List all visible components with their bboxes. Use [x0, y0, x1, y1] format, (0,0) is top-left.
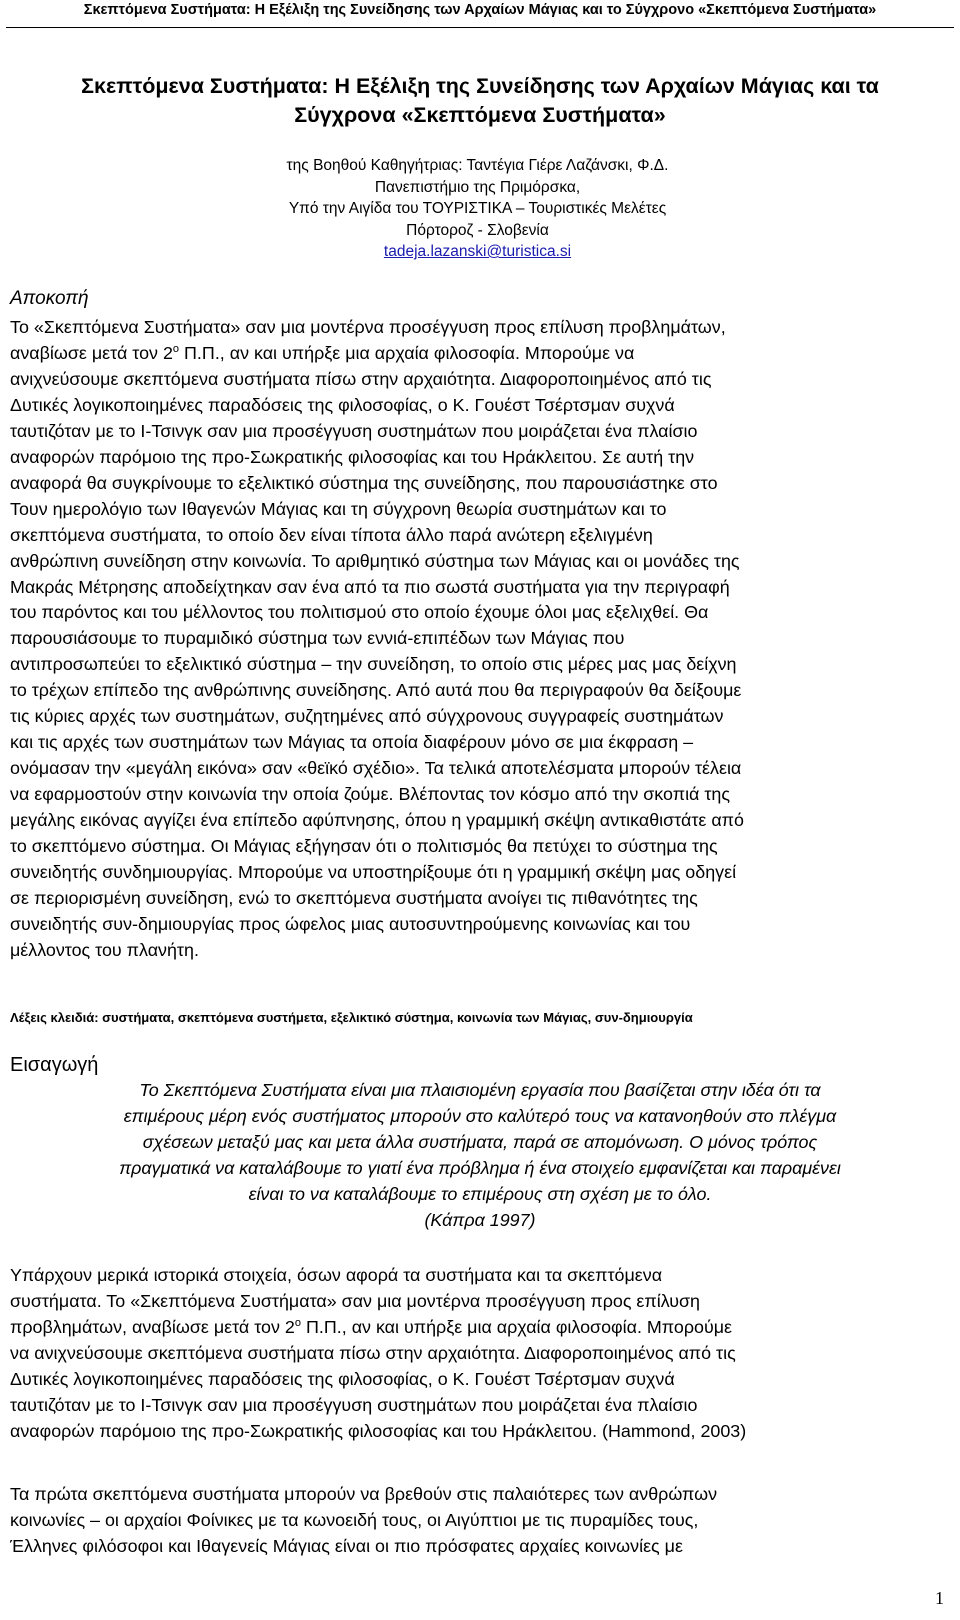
abstract-line: και τις αρχές των συστημάτων των Μάγιας τα οποία διαφέρουν μόνο σε μια έκφραση – [10, 732, 694, 753]
paragraph-line: Τα πρώτα σκεπτόμενα συστήματα μπορούν να βρεθούν στις παλαιότερες των ανθρώπων [10, 1484, 718, 1504]
abstract-line: αντιπροσωπεύει το εξελικτικό σύστημα – την συνείδηση, το οποίο στις μέρες μας μας δείχνη [10, 654, 737, 675]
paragraph-line: προβλημάτων, αναβίωσε μετά τον $2^o$ Π.Π., αν και υπήρξε μια αρχαία φιλοσοφία. Μπορούμε [10, 1316, 733, 1337]
paragraph-line: Έλληνες φιλόσοφοι και Ιθαγενείς Μάγιας είναι οι πιο πρόσφατες αρχαίες κοινωνίες με [10, 1535, 683, 1556]
abstract-line: του παρόντος και του μέλλοντος του πολιτισμού στο οποίο έχουμε όλοι μας εξελιχθεί. Θα [10, 602, 709, 623]
superscript: ο [294, 1316, 301, 1329]
author-block [230, 155, 725, 263]
email-link[interactable]: tadeja.lazanski@turistica.si [383, 243, 572, 260]
abstract-line: αναφορά θα συγκρίνουμε το εξελικτικό σύστημα της συνείδησης, που παρουσιάστηκε στο [10, 472, 718, 493]
paper-title [10, 72, 950, 130]
intro-paragraph-2 [10, 1482, 955, 1560]
abstract-line: το τρέχων επίπεδο της ανθρώπινης συνείδησης. Από αυτά που θα περιγραφούν θα δείξουμε [10, 680, 742, 701]
quote-line: είναι το να καταλάβουμε το επιμέρους στη σχέση με το όλο. [248, 1183, 712, 1204]
abstract-line: τις κύριες αρχές των συστημάτων, συζητημένες από σύγχρονους συγγραφείς συστημάτων [10, 706, 724, 727]
running-header: Σκεπτόμενα Συστήματα: Η Εξέλιξη της Συνείδησης των Αρχαίων Μάγιας και το Σύγχρονο «Σκεπτόμενα Συστήματα» [83, 2, 877, 18]
paragraph-line: συστήματα. Το «Σκεπτόμενα Συστήματα» σαν μια μοντέρνα προσέγγυση προς επίλυση [10, 1290, 701, 1311]
abstract-line: παρουσιάσουμε το πυραμιδικό σύστημα των εννιά-επιπέδων των Μάγιας που [10, 628, 625, 649]
abstract-line: Δυτικές λογικοποιημένες παραδόσεις της φιλοσοφίας, ο Κ. Γουέστ Τσέρτσμαν συχνά [10, 394, 675, 415]
paragraph-line: Υπάρχουν μερικά ιστορικά στοιχεία, όσων αφορά τα συστήματα και τα σκεπτόμενα [10, 1265, 663, 1285]
abstract-line: Μακράς Μέτρησης αποδείχτηκαν σαν ένα από τα πιο σωστά συστήματα για την περιγραφή [10, 576, 730, 597]
author-line: της Βοηθού Καθηγήτριας: Ταντέγια Γιέρε Λαζάνσκι, Φ.Δ. [286, 157, 669, 174]
abstract-line: σκεπτόμενα συστήματα, το οποίο δεν είναι τίποτα άλλο παρά ανώτερη εξελιγμένη [10, 524, 653, 545]
abstract-line: συνειδητής συν-δημιουργίας προς ώφελος μιας αυτοσυντηρούμενης κοινωνίας και του [10, 913, 691, 934]
abstract-line: Τουν ημερολόγιο των Ιθαγενών Μάγιας και τη σύγχρονη θεωρία συστημάτων και το [10, 498, 667, 519]
abstract-line: συνειδητής συνδημιουργίας. Μπορούμε να υποστηρίξουμε ότι η γραμμική σκέψη μας οδηγεί [10, 862, 737, 883]
abstract-line: μέλλοντος του πλανήτη. [10, 939, 199, 960]
section-heading-introduction: Εισαγωγή [10, 1054, 99, 1076]
title-line: Σύγχρονα «Σκεπτόμενα Συστήματα» [294, 103, 666, 127]
abstract-line: αναφορών παρόμοιο της προ-Σωκρατικής φιλοσοφίας και του Ηράκλειτου. Σε αυτή την [10, 446, 695, 467]
abstract-line: ταυτιζόταν με το Ι-Τσινγκ σαν μια προσέγγυση συστημάτων που μοιράζεται ένα πλαίσιο [10, 420, 698, 441]
quote-line: επιμέρους μέρη ενός συστήματος μπορούν στο καλύτερό τους να κατανοηθούν στο πλέγμα [123, 1105, 837, 1126]
title-line: Σκεπτόμενα Συστήματα: Η Εξέλιξη της Συνείδησης των Αρχαίων Μάγιας και τα [81, 74, 879, 98]
abstract-heading: Αποκοπή [10, 288, 89, 309]
block-quote [10, 1078, 950, 1233]
paragraph-line: κοινωνίες – οι αρχαίοι Φοίνικες με τα κωνοειδή τους, οι Αιγύπτιοι με τις πυραμίδες τους, [10, 1509, 699, 1530]
paragraph-line: αναφορών παρόμοιο της προ-Σωκρατικής φιλοσοφίας και του Ηράκλειτου. (Hammond, 2003) [10, 1420, 747, 1441]
paragraph-line: να ανιχνεύσουμε σκεπτόμενα συστήματα πίσω στην αρχαιότητα. Διαφοροποιημένος από τις [10, 1342, 736, 1363]
abstract-line: αναβίωσε μετά τον $2^o$ Π.Π., αν και υπήρξε μια αρχαία φιλοσοφία. Μπορούμε να [10, 342, 635, 363]
abstract-line: σε περιορισμένη συνείδηση, ενώ το σκεπτόμενα συστήματα ανοίγει τις πιθανότητες της [10, 887, 698, 908]
affiliation-line: Υπό την Αιγίδα του ΤΟΥΡΙΣΤΙΚΑ – Τουριστικές Μελέτες [288, 200, 667, 217]
keywords-line: Λέξεις κλειδιά: συστήματα, σκεπτόμενα συστήμετα, εξελικτικό σύστημα, κοινωνία των Μάγιας, συν-δημιουργία [10, 1010, 693, 1025]
paragraph-line: ταυτιζόταν με το Ι-Τσινγκ σαν μια προσέγγυση συστημάτων που μοιράζεται ένα πλαίσιο [10, 1394, 698, 1415]
header-divider [6, 27, 954, 28]
abstract-paragraph [10, 315, 955, 964]
paragraph-line: Δυτικές λογικοποιημένες παραδόσεις της φιλοσοφίας, ο Κ. Γουέστ Τσέρτσμαν συχνά [10, 1368, 675, 1389]
quote-line: (Κάπρα 1997) [424, 1209, 536, 1230]
superscript: ο [172, 342, 180, 355]
location-line: Πόρτοροζ - Σλοβενία [406, 221, 549, 239]
affiliation-line: Πανεπιστήμιο της Πριμόρσκα, [374, 178, 581, 196]
abstract-line: ανθρώπινη συνείδηση στην κοινωνία. Το αριθμητικό σύστημα των Μάγιας και οι μονάδες της [10, 550, 740, 571]
abstract-line: Το «Σκεπτόμενα Συστήματα» σαν μια μοντέρνα προσέγγυση προς επίλυση προβλημάτων, [10, 317, 726, 337]
abstract-line: ονόμασαν την «μεγάλη εικόνα» σαν «θεϊκό σχέδιο». Τα τελικά αποτελέσματα μπορούν τέλεια [10, 758, 742, 779]
abstract-line: ανιχνεύσουμε σκεπτόμενα συστήματα πίσω στην αρχαιότητα. Διαφοροποιημένος από τις [10, 368, 712, 389]
intro-paragraph-1 [10, 1263, 955, 1445]
page-number: 1 [935, 1588, 944, 1608]
abstract-line: μεγάλης εικόνας αγγίζει ένα επίπεδο αφύπνησης, όπου η γραμμική σκέψη αντικαθιστάτε από [10, 810, 744, 831]
quote-line: σχέσεων μεταξύ μας και μετα άλλα συστήματα, παρά σε απομόνωση. Ο μόνος τρόπος [142, 1131, 818, 1152]
quote-line: πραγματικά να καταλάβουμε το γιατί ένα πρόβλημα ή ένα στοιχείο εμφανίζεται και παραμένει [119, 1157, 841, 1178]
abstract-line: το σκεπτόμενο σύστημα. Οι Μάγιας εξήγησαν ότι ο πολιτισμός θα πετύχει το σύστημα της [10, 836, 718, 857]
abstract-line: να εφαρμοστούν στην κοινωνία την οποία ζούμε. Βλέποντας τον κόσμο από την σκοπιά της [10, 784, 730, 805]
quote-line: Το Σκεπτόμενα Συστήματα είναι μια πλαισιομένη εργασία που βασίζεται στην ιδέα ότι τα [139, 1080, 821, 1100]
